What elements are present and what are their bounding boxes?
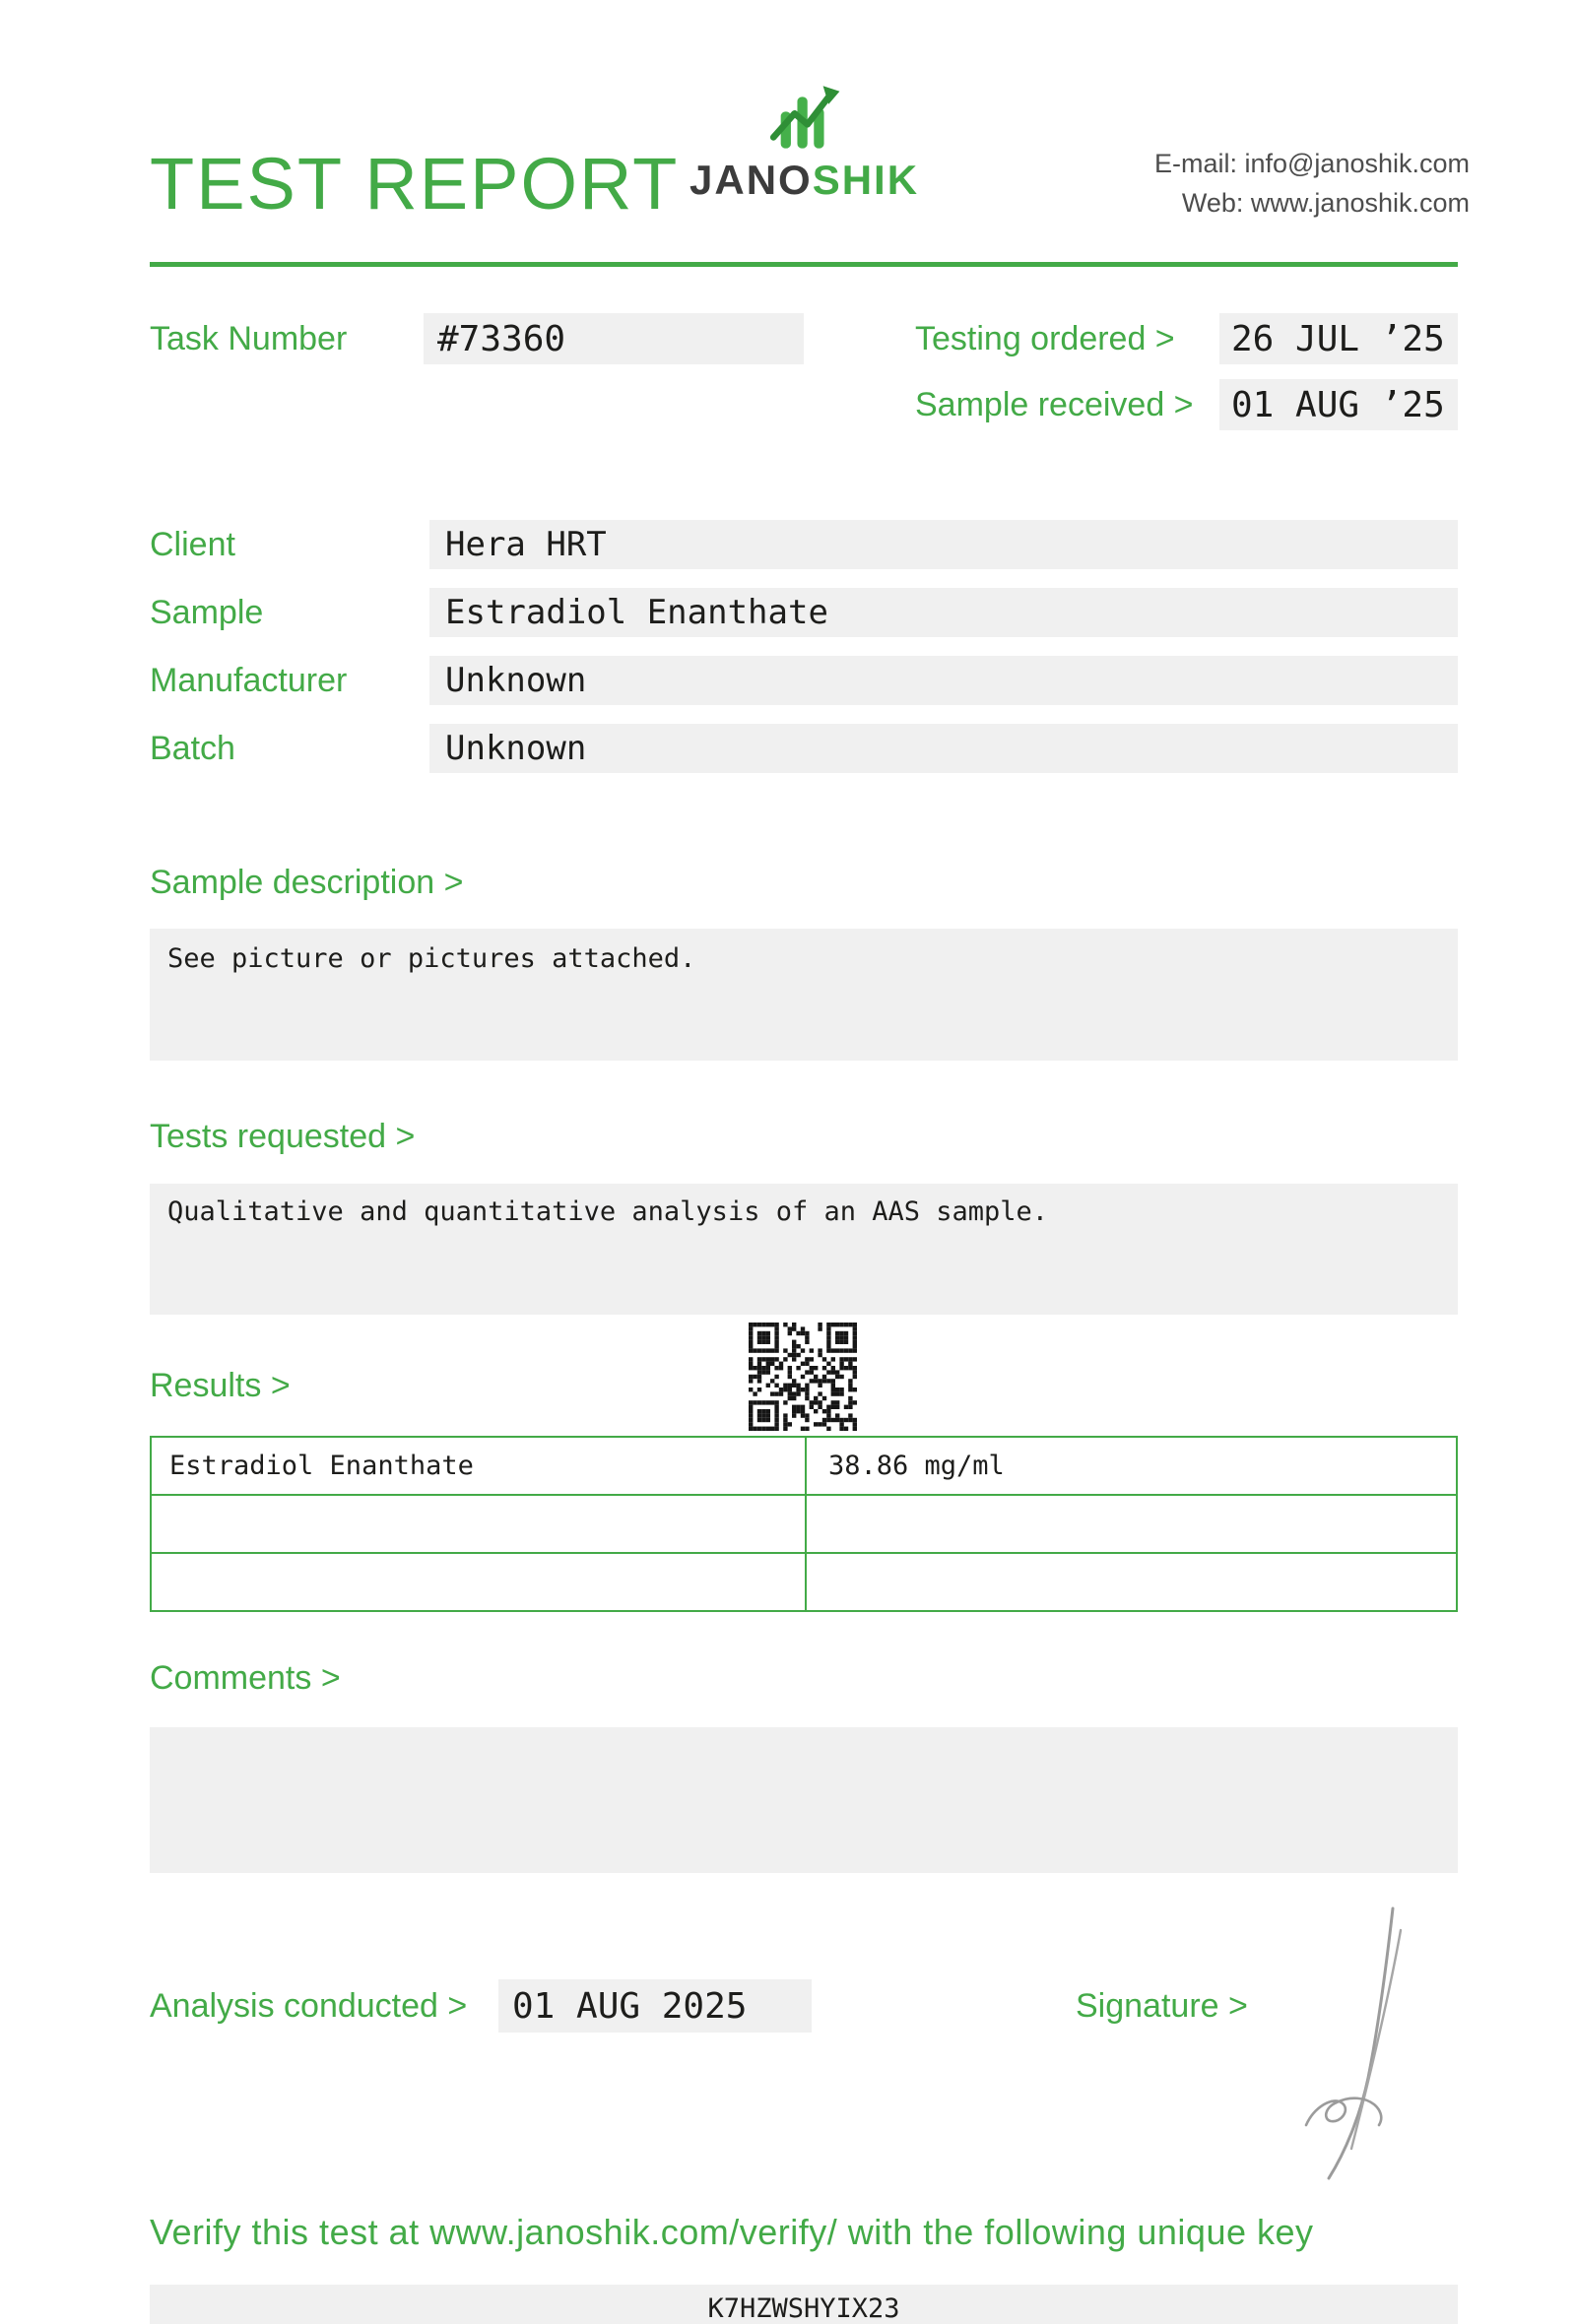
sample-description-box: See picture or pictures attached. xyxy=(150,929,1458,1061)
table-row xyxy=(151,1553,1457,1611)
result-substance-cell: Estradiol Enanthate xyxy=(151,1437,806,1495)
email-label: E-mail: xyxy=(1153,149,1237,178)
result-value-cell xyxy=(806,1495,1457,1553)
unique-key: K7HZWSHYIX23 xyxy=(150,2285,1458,2324)
client-label: Client xyxy=(150,525,235,563)
comments-heading: Comments > xyxy=(150,1658,341,1697)
janoshik-logo xyxy=(690,75,918,201)
result-substance-cell xyxy=(151,1495,806,1553)
client-value: Hera HRT xyxy=(429,520,1458,569)
contact-email-line xyxy=(1154,144,1470,183)
sample-received-label: Sample received > xyxy=(915,385,1194,423)
logo-jano: JANO xyxy=(690,157,813,203)
logo-text xyxy=(690,157,920,203)
logo-shik: SHIK xyxy=(812,157,920,203)
task-number-label: Task Number xyxy=(150,319,348,357)
task-number-value: #73360 xyxy=(424,313,804,364)
testing-ordered-label: Testing ordered > xyxy=(915,319,1175,357)
header-divider xyxy=(150,262,1458,267)
manufacturer-value: Unknown xyxy=(429,656,1458,705)
analysis-date-value: 01 AUG 2025 xyxy=(498,1979,812,2033)
verify-text: Verify this test at www.janoshik.com/verify/ with the following unique key xyxy=(150,2212,1314,2252)
manufacturer-label: Manufacturer xyxy=(150,661,348,699)
table-row xyxy=(151,1495,1457,1553)
batch-value: Unknown xyxy=(429,724,1458,773)
analysis-conducted-label: Analysis conducted > xyxy=(150,1986,468,2025)
results-heading: Results > xyxy=(150,1366,291,1404)
qr-code-icon xyxy=(749,1323,857,1431)
page-title: TEST REPORT xyxy=(150,143,680,225)
sample-label: Sample xyxy=(150,593,264,631)
sample-value: Estradiol Enanthate xyxy=(429,588,1458,637)
signature-label: Signature > xyxy=(1076,1986,1248,2025)
testing-ordered-value: 26 JUL ’25 xyxy=(1219,313,1458,364)
contact-web-line xyxy=(1154,183,1470,223)
result-substance-cell xyxy=(151,1553,806,1611)
batch-label: Batch xyxy=(150,729,235,767)
email-value: info@janoshik.com xyxy=(1244,149,1470,178)
web-label: Web: xyxy=(1181,188,1244,218)
table-row xyxy=(151,1437,1457,1495)
contact-info xyxy=(1154,144,1470,223)
comments-box xyxy=(150,1727,1458,1873)
result-value-cell: 38.86 mg/ml xyxy=(806,1437,1457,1495)
signature-image xyxy=(1290,1901,1418,2186)
result-value-cell xyxy=(806,1553,1457,1611)
tests-requested-box: Qualitative and quantitative analysis of an AAS sample. xyxy=(150,1184,1458,1315)
results-table xyxy=(150,1436,1458,1612)
sample-description-heading: Sample description > xyxy=(150,863,464,901)
web-value: www.janoshik.com xyxy=(1250,188,1470,218)
tests-requested-heading: Tests requested > xyxy=(150,1117,416,1155)
bar-chart-icon xyxy=(753,75,855,158)
sample-received-value: 01 AUG ’25 xyxy=(1219,379,1458,430)
